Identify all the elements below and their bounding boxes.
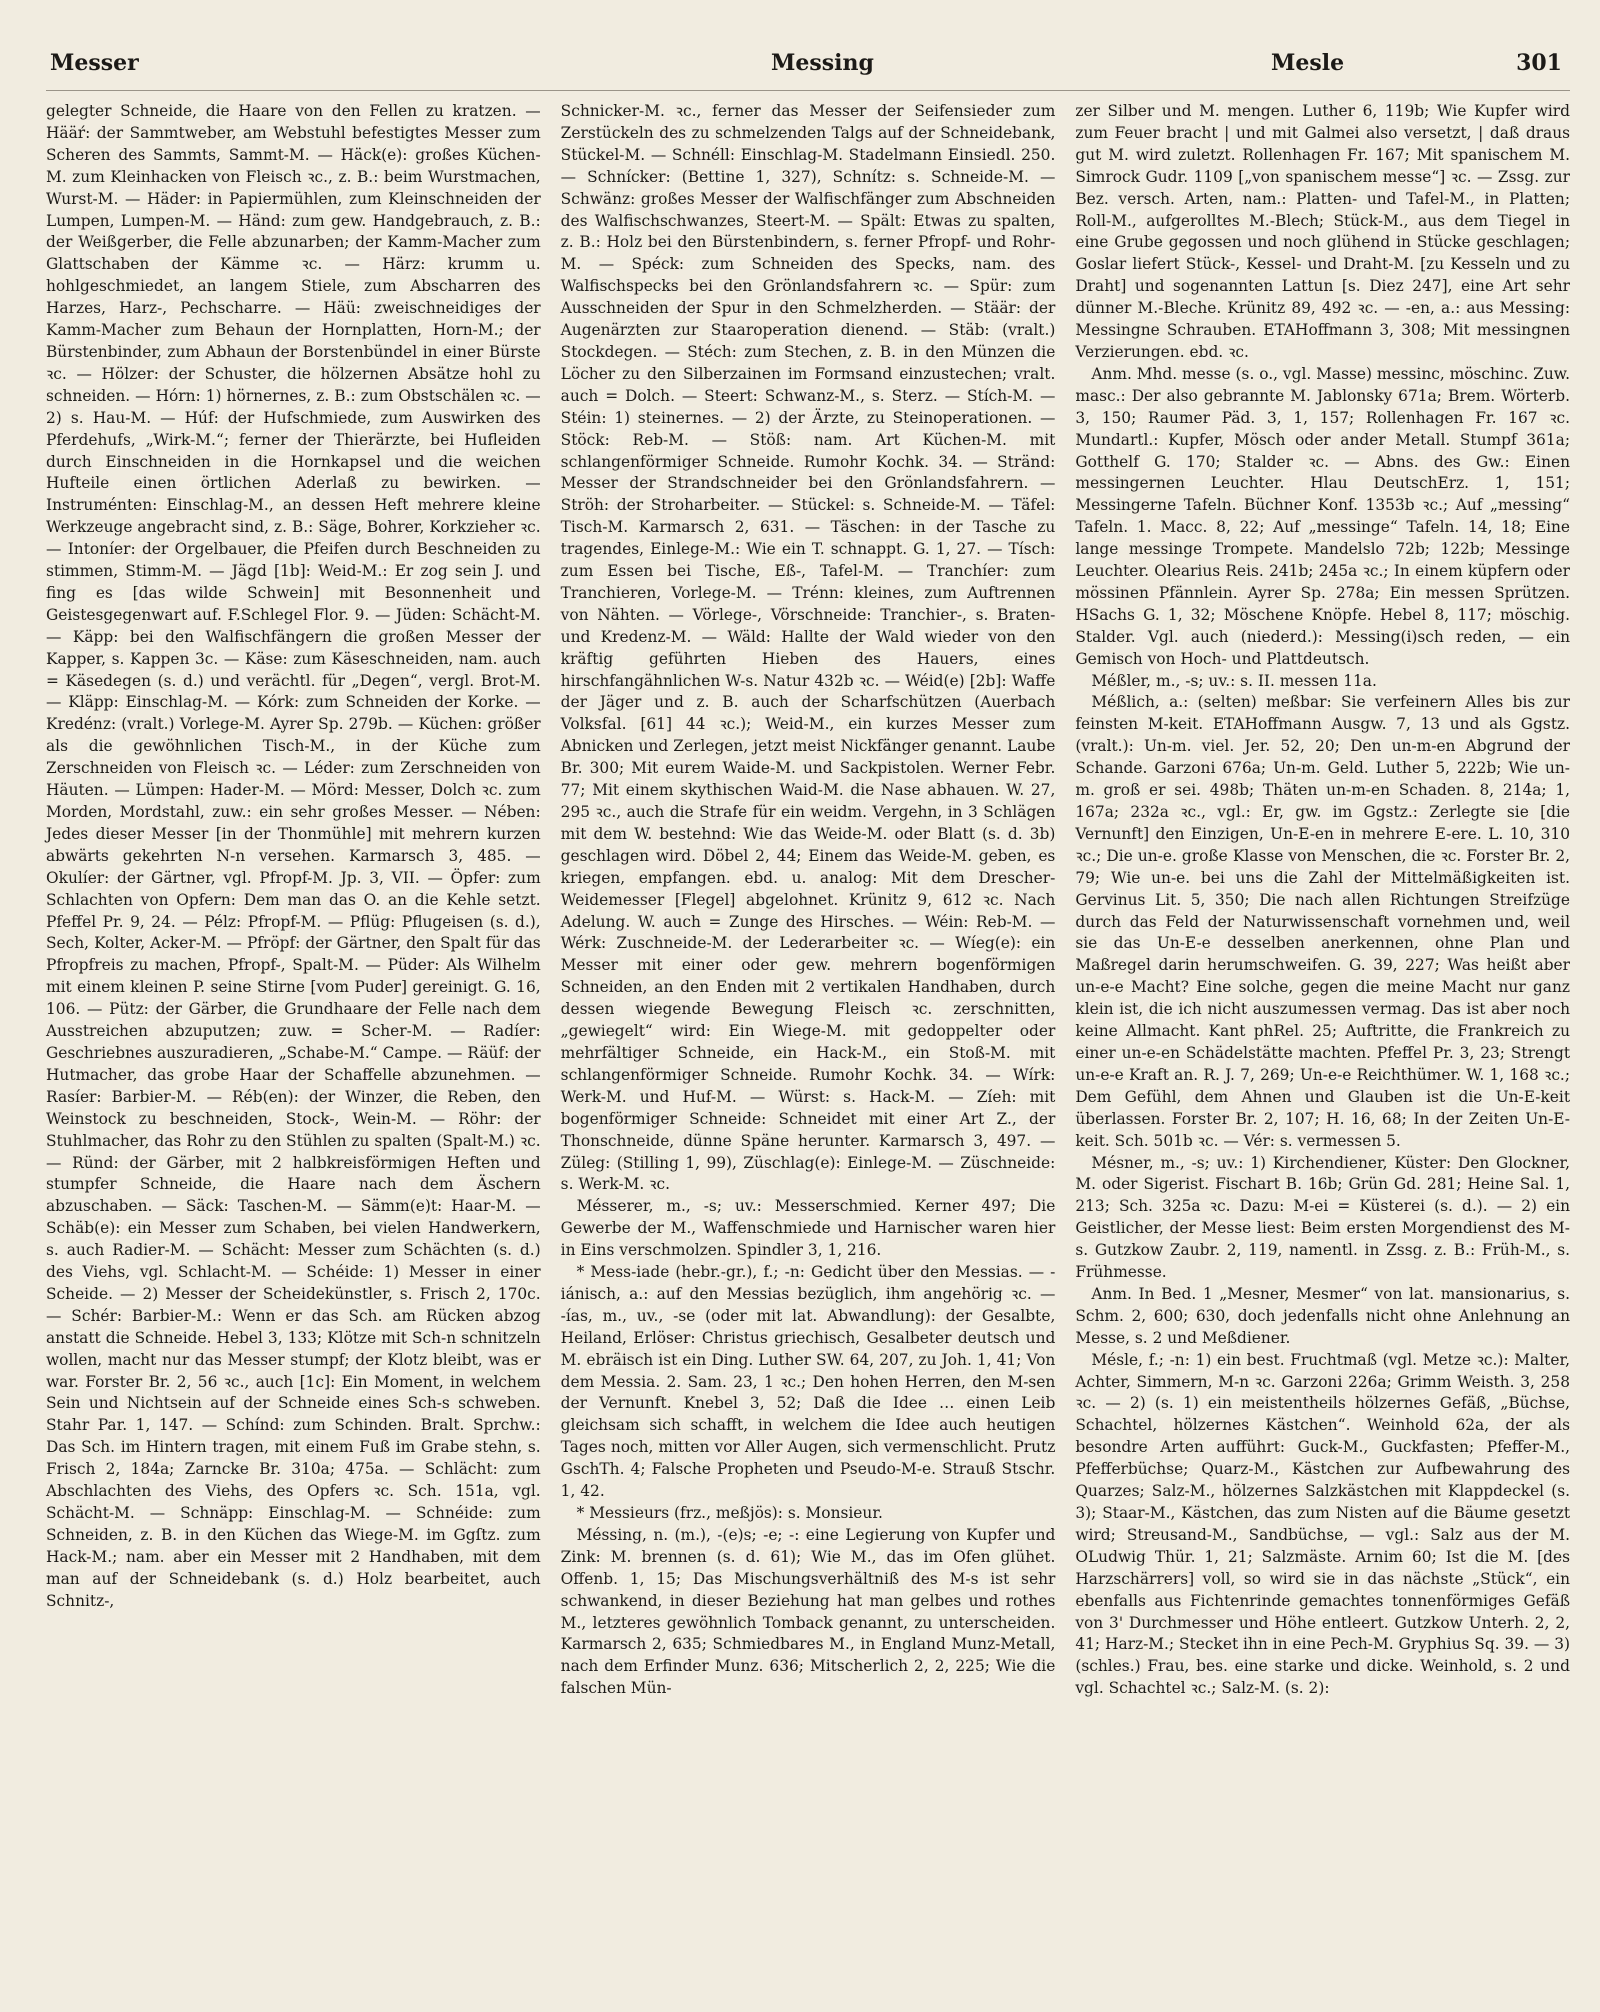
entry-text: zer Silber und M. mengen. Luther 6, 119b; Wie Kupfer wird zum Feuer bracht | und mit Galmei also versetzt, | daß draus gut M. wird zuletzt. Rollenhagen Fr. 167; Mit spanischem M. Simrock Gudr. 1109 [„von spanischem messe“] ꝛc. — Zssg. zur Bez. versch. Arten, nam.: Platten- und Tafel-M., in Platten; Roll-M., aufgerolltes M.-Blech; Stück-M., aus dem Tiegel in eine Grube gegossen und noch glühend in Stücke geschlagen; Goslar liefert Stück-, Kessel- und Draht-M. [zu Kesseln und zu Draht] und sogenannten Lattun [s. Diez 247], eine Art sehr dünner M.-Bleche. Krünitz 89, 492 ꝛc. — -en, a.: aus Messing: Messingne Schrauben. ETAHoffmann 3, 308; Mit messingnen Verzierungen. ebd. ꝛc. xyxy=(1075,102,1571,361)
entry-messlich: Méßlich, a.: (selten) meßbar: Sie verfeinern Alles bis zur feinsten M-keit. ETAHoffmann Ausgw. 7, 13 und als Ggstz. (vralt.): Un-m. viel. Jer. 52, 20; Den un-m-en Abgrund der Schande. Garzoni 676a; Un-m. Geld. Luther 5, 222b; Wie un-m. groß er sei. 498b; Thäten un-m-en Schaden. 8, 214a; 1, 167a; 232a ꝛc., vgl.: Er, gw. im Ggstz.: Zerlegte sie [die Vernunft] den Einzigen, Un-E-en in mehrere E-ere. L. 10, 310 ꝛc.; Die un-e. große Klasse von Menschen, die ꝛc. Forster Br. 2, 79; Wie un-e. bei uns die Zahl der Mittelmäßigkeiten ist. Gervinus Lit. 5, 350; Die nach allen Richtungen Streifzüge durch das Feld der Naturwissenschaft vornehmen und, weil sie das Un-E-e desselben anerkennen, ohne Plan und Maßregel darin herumschweifen. G. 39, 227; Was heißt aber un-e-e Macht? Eine solche, gegen die meine Macht nur ganz klein ist, die ich nicht auszumessen vermag. Das ist aber noch keine Allmacht. Kant phRel. 25; Auftritte, die Frankreich zu einer un-e-en Schädelstätte machten. Pfeffel Pr. 3, 23; Strengt un-e-e Kraft an. R. J. 7, 269; Un-e-e Reichthümer. W. 1, 168 ꝛc.; Dem Gefühl, dem Ahnen und Glauben ist die Un-E-keit überlassen. Forster Br. 2, 107; H. 16, 68; In der Zeiten Un-E-keit. Sch. 501b ꝛc. — Vér: s. vermessen 5. xyxy=(1075,693,1571,1150)
note-mesner: Anm. In Bed. 1 „Mesner, Mesmer“ von lat. mansionarius, s. Schm. 2, 600; 630, doch jedenfalls nicht ohne Anlehnung an Messe, s. 2 und Meßdiener. xyxy=(1075,1284,1571,1347)
entry-messieurs: * Messieurs (frz., meßjös): s. Monsieur. xyxy=(576,1504,883,1522)
column-1 xyxy=(46,101,541,1700)
note-messing: Anm. Mhd. messe (s. o., vgl. Masse) messinc, möschinc. Zuw. masc.: Der also gebrannte M. Jablonsky 671a; Brem. Wörterb. 3, 150; Raumer Päd. 3, 1, 157; Rollenhagen Fr. 167 ꝛc. Mundartl.: Kupfer, Mösch oder ander Metall. Stumpf 361a; Gotthelf G. 170; Stalder ꝛc. — Abns. des Gw.: Einen messingernen Leuchter. Hlau DeutschErz. 1, 151; Messingerne Tafeln. Büchner Konf. 1353b ꝛc.; Auf „messing“ Tafeln. 1. Macc. 8, 22; Auf „messinge“ Tafeln. 14, 18; Eine lange messinge Trompete. Mandelslo 72b; 122b; Messinge Leuchter. Olearius Reis. 241b; 245a ꝛc.; In einem küpfern oder mössinen Pfännlein. Ayrer Sp. 278a; Ein messen Sprützen. HSachs G. 1, 32; Möschene Knöpfe. Hebel 8, 117; möschig. Stalder. Vgl. auch (niederd.): Messing(i)sch reden, — ein Gemisch von Hoch- und Plattdeutsch. xyxy=(1075,364,1571,668)
page-number: 301 xyxy=(1516,50,1562,76)
entry-mesle: Mésle, f.; -n: 1) ein best. Fruchtmaß (vgl. Metze ꝛc.): Malter, Achter, Simmern, M-n ꝛc. Garzoni 226a; Grimm Weisth. 3, 258 ꝛc. — 2) (s. 1) ein meistentheils hölzernes Gefäß, „Büchse, Schachtel, hölzernes Kästchen“. Weinhold 62a, der als besondre Arten aufführt: Guck-M., Guckfasten; Pfeffer-M., Pfefferbüchse; Quarz-M., Kästchen zur Aufbewahrung des Quarzes; Salz-M., hölzernes Salzkästchen mit Klappdeckel (s. 3); Staar-M., Kästchen, das zum Nisten auf die Bäume gesetzt wird; Streusand-M., Sandbüchse, — vgl.: Salz aus der M. OLudwig Thür. 1, 21; Salzmäste. Arnim 60; Ist die M. [des Harzschärrers] voll, so wird sie in das nächste „Stück“, ein ebenfalls aus Fichtenrinde gemachtes tonnenförmiges Gefäß von 3' Durchmesser und Höhe entleert. Gutzkow Unterh. 2, 2, 41; Harz-M.; Stecket ihn in eine Pech-M. Gryphius Sq. 39. — 3) (schles.) Frau, bes. eine starke und dicke. Weinhold, s. 2 und vgl. Schachtel ꝛc.; Salz-M. (s. 2): xyxy=(1075,1350,1571,1698)
entry-messiade: * Mess-iade (hebr.-gr.), f.; -n: Gedicht über den Messias. — -iánisch, a.: auf den Messias bezüglich, ihm angehörig ꝛc. — -ías, m., uv., -se (oder mit lat. Abwandlung): der Gesalbte, Heiland, Erlöser: Christus griechisch, Gesalbeter deutsch und M. ebräisch ist ein Ding. Luther SW. 64, 207, zu Joh. 1, 41; Von dem Messia. 2. Sam. 23, 1 ꝛc.; Den hohen Herren, den M-sen der Vernunft. Knebel 3, 52; Daß die Idee … einen Leib gleichsam sich schafft, in welchem die Idee auch heutigen Tages noch, mitten vor Aller Augen, sich vermenschlicht. Prutz GschTh. 4; Falsche Propheten und Pseudo-M-e. Strauß Stschr. 1, 42. xyxy=(560,1263,1056,1501)
entry-text: Schnicker-M. ꝛc., ferner das Messer der Seifensieder zum Zerstückeln des zu schmelzenden Talgs auf der Schneidebank, Stückel-M. — Schnéll: Einschlag-M. Stadelmann Einsiedl. 250. — Schnícker: (Bettine 1, 327), Schnítz: s. Schneide-M. — Schwänz: großes Messer der Walfischfänger zum Abschneiden des Walfischschwanzes, Steert-M. — Spält: Etwas zu spalten, z. B.: Holz bei den Bürstenbindern, s. ferner Pfropf- und Rohr-M. — Spéck: zum Schneiden des Specks, nam. des Walfischspecks bei den Grönlandsfahrern ꝛc. — Spür: zum Ausschneiden der Spur in den Schmelzherden. — Stäär: der Augenärzten zur Staaroperation dienend. — Stäb: (vralt.) Stockdegen. — Stéch: zum Stechen, z. B. in den Münzen die Löcher zu den Silberzainen im Formsand einzustechen; vralt. auch = Dolch. — Steert: Schwanz-M., s. Sterz. — Stích-M. — Stéin: 1) steinernes. — 2) der Ärzte, zu Steinoperationen. — Stöck: Reb-M. — Stöß: nam. Art Küchen-M. mit schlangenförmiger Schneide. Rumohr Kochk. 34. — Stränd: Messer der Strandschneider bei den Grönlandsfahrern. — Ströh: der Stroharbeiter. — Stückel: s. Schneide-M. — Täfel: Tisch-M. Karmarsch 2, 631. — Täschen: in der Tasche zu tragendes, Einlege-M.: Wie ein T. schnappt. G. 1, 27. — Tísch: zum Essen bei Tische, Eß-, Tafel-M. — Tranchíer: zum Tranchieren, Vorlege-M. — Trénn: kleines, zum Auftrennen von Nähten. — Vörlege-, Vörschneide: Tranchier-, s. Braten- und Kredenz-M. — Wäld: Hallte der Wald wieder von den kräftig geführten Hieben des Hauers, eines hirschfangähnlichen W-s. Natur 432b ꝛc. — Wéid(e) [2b]: Waffe der Jäger und z. B. auch der Scharfschützen (Auerbach Volksfal. [61] 44 ꝛc.); Weid-M., ein kurzes Messer zum Abnicken und Zerlegen, jetzt meist Nickfänger genannt. Laube Br. 300; Mit eurem Waide-M. und Sackpistolen. Werner Febr. 77; Mit einem skythischen Waid-M. die Nase abhauen. W. 27, 295 ꝛc., auch die Strafe für ein weidm. Vergehn, in 3 Schlägen mit dem W. bestehnd: Wie das Weide-M. oder Blatt (s. d. 3b) geschlagen wird. Döbel 2, 44; Einem das Weide-M. geben, es kriegen, empfangen. ebd. u. analog: Mit dem Drescher-Weidemesser [Flegel] abgelohnet. Krünitz 9, 612 ꝛc. Nach Adelung. W. auch = Zunge des Hirsches. — Wéin: Reb-M. — Wérk: Zuschneide-M. der Lederarbeiter ꝛc. — Wíeg(e): ein Messer mit einer oder gew. mehrern bogenförmigen Schneiden, an den Enden mit 2 vertikalen Handhaben, durch dessen wiegende Bewegung Fleisch ꝛc. zerschnitten, „gewiegelt“ wird: Ein Wiege-M. mit gedoppelter oder mehrfältiger Schneide, ein Hack-M., ein Stoß-M. mit schlangenförmiger Schneide. Rumohr Kochk. 34. — Wírk: Werk-M. und Huf-M. — Würst: s. Hack-M. — Zíeh: mit bogenförmiger Schneide: Schneidet mit einer Art Z., der Thonschneide, dünne Späne herunter. Karmarsch 3, 497. — Züleg: (Stilling 1, 99), Züschlag(e): Einlege-M. — Züschneide: s. Werk-M. ꝛc. xyxy=(560,102,1056,1194)
entry-messing: Méssing, n. (m.), -(e)s; -e; -: eine Legierung von Kupfer und Zink: M. brennen (s. d. 61); Wie M., das im Ofen glühet. Offenb. 1, 15; Das Mischungsverhältniß des M-s ist sehr schwankend, in dieser Beziehung hat man gelbes und rothes M., letzteres gewöhnlich Tomback genannt, zu unterscheiden. Karmarsch 2, 635; Schmiedbares M., in England Munz-Metall, nach dem Erfinder Munz. 636; Mitscherlich 2, 2, 225; Wie die falschen Mün- xyxy=(560,1525,1056,1698)
column-2 xyxy=(561,101,1056,1700)
entry-text: gelegter Schneide, die Haare von den Fellen zu kratzen. — Hääŕ: der Sammtweber, am Webstuhl befestigtes Messer zum Scheren des Sammts, Sammt-M. — Häck(e): großes Küchen-M. zum Kleinhacken von Fleisch ꝛc., z. B.: beim Wurstmachen, Wurst-M. — Häder: in Papiermühlen, zum Kleinschneiden der Lumpen, Lumpen-M. — Händ: zum gew. Handgebrauch, z. B.: der Weißgerber, die Felle abzunarben; der Kamm-Macher zum Glattschaben der Kämme ꝛc. — Härz: krumm u. hohlgeschmiedet, an langem Stiele, zum Abscharren des Harzes, Harz-, Pechscharre. — Häü: zweischneidiges der Kamm-Macher zum Behaun der Hornplatten, Horn-M.; der Bürstenbinder, zum Abhaun der Borstenbündel in einer Bürste ꝛc. — Hölzer: der Schuster, die hölzernen Absätze hohl zu schneiden. — Hórn: 1) hörnernes, z. B.: zum Obstschälen ꝛc. — 2) s. Hau-M. — Húf: der Hufschmiede, zum Auswirken des Pferdehufs, „Wirk-M.“; ferner der Thierärzte, bei Hufleiden durch Einschneiden in die Hornkapsel und die weichen Hufteile einen örtlichen Aderlaß zu bewirken. — Instruménten: Einschlag-M., an dessen Heft mehrere kleine Werkzeuge angebracht sind, z. B.: Säge, Bohrer, Korkzieher ꝛc. — Intoníer: der Orgelbauer, die Pfeifen durch Beschneiden zu stimmen, Stimm-M. — Jägd [1b]: Weid-M.: Er zog sein J. und fing es [das wilde Schwein] mit Besonnenheit und Geistesgegenwart auf. F.Schlegel Flor. 9. — Jüden: Schächt-M. — Käpp: bei den Walfischfängern die großen Messer der Kapper, s. Kappen 3c. — Käse: zum Käseschneiden, nam. auch = Käsedegen (s. d.) und verächtl. für „Degen“, vergl. Brot-M. — Kläpp: Einschlag-M. — Kórk: zum Schneiden der Korke. — Kredénz: (vralt.) Vorlege-M. Ayrer Sp. 279b. — Küchen: größer als die gewöhnlichen Tisch-M., in der Küche zum Zerschneiden von Fleisch ꝛc. — Léder: zum Zerschneiden von Häuten. — Lümpen: Hader-M. — Mörd: Messer, Dolch ꝛc. zum Morden, Mordstahl, zuw.: ein sehr großes Messer. — Nében: Jedes dieser Messer [in der Thonmühle] mit mehrern kurzen abwärts gekehrten N-n versehen. Karmarsch 3, 485. — Okulíer: der Gärtner, vgl. Pfropf-M. Jp. 3, VII. — Öpfer: zum Schlachten von Opfern: Dem man das O. an die Kehle setzt. Pfeffel Pr. 9, 24. — Pélz: Pfropf-M. — Pflüg: Pflugeisen (s. d.), Sech, Kolter, Acker-M. — Pfröpf: der Gärtner, den Spalt für das Pfropfreis zu machen, Pfropf-, Spalt-M. — Püder: Als Wilhelm mit einem kleinen P. seine Stirne [vom Puder] gereinigt. G. 16, 106. — Pütz: der Gärber, die Grundhaare der Felle nach dem Ausstreichen abzuputzen; zuw. = Scher-M. — Radíer: Geschriebnes auszuradieren, „Schabe-M.“ Campe. — Räüf: der Hutmacher, das grobe Haar der Schaffelle abzunehmen. — Rasíer: Barbier-M. — Réb(en): der Winzer, die Reben, den Weinstock zu beschneiden, Stock-, Wein-M. — Röhr: der Stuhlmacher, das Rohr zu den Stühlen zu spalten (Spalt-M.) ꝛc. — Ründ: der Gärber, mit 2 halbkreisförmigen Heften und stumpfer Schneide, die Haare nach dem Äschern abzuschaben. — Säck: Taschen-M. — Sämm(e)t: Haar-M. — Schäb(e): ein Messer zum Schaben, bei vielen Handwerkern, s. auch Radier-M. — Schächt: Messer zum Schächten (s. d.) des Viehs, vgl. Schlacht-M. — Schéide: 1) Messer in einer Scheide. — 2) Messer der Scheidekünstler, s. Frisch 2, 170c. — Schér: Barbier-M.: Wenn er das Sch. am Rücken abzog anstatt die Schneide. Hebel 3, 133; Klötze mit Sch-n schnitzeln wollen, macht nur das Messer stumpf; der Klotz bleibt, was er war. Forster Br. 2, 56 ꝛc., auch [1c]: Ein Moment, in welchem Sein und Nichtsein auf der Schneide eines Sch-s schweben. Stahr Par. 1, 147. — Schínd: zum Schinden. Bralt. Sprchw.: Das Sch. im Hintern tragen, mit einem Fuß im Grabe stehn, s. Frisch 2, 184a; Zarncke Br. 310a; 475a. — Schlächt: zum Abschlachten des Viehs, des Opfers ꝛc. Sch. 151a, vgl. Schächt-M. — Schnäpp: Einschlag-M. — Schnéide: zum Schneiden, z. B. in den Küchen das Wiege-M. im Ggſtz. zum Hack-M.; nam. aber ein Messer mit 2 Handhaben, mit dem man auf der Schneidebank (s. d.) Holz bearbeitet, auch Schnitz-, xyxy=(46,102,541,1610)
header-right-catchword: Mesle xyxy=(1271,50,1345,76)
header-left-catchword: Messer xyxy=(50,50,139,76)
entry-mesner: Mésner, m., -s; uv.: 1) Kirchendiener, Küster: Den Glockner, M. oder Sigerist. Fischart B. 16b; Grün Gd. 281; Heine Sal. 1, 213; Sch. 325a ꝛc. Dazu: M-ei = Küsterei (s. d.). — 2) ein Geistlicher, der Messe liest: Beim ersten Morgendienst des M-s. Gutzkow Zaubr. 2, 119, namentl. in Zssg. z. B.: Früh-M., s. Frühmesse. xyxy=(1075,1153,1571,1282)
header-center-catchword: Messing xyxy=(771,50,874,76)
entry-messler: Méßler, m., -s; uv.: s. II. messen 11a. xyxy=(1091,671,1377,690)
entry-messerer: Mésserer, m., -s; uv.: Messerschmied. Kerner 497; Die Gewerbe der M., Waffenschmiede und Harnischer waren hier in Eins verschmolzen. Spindler 3, 1, 216. xyxy=(560,1197,1056,1260)
column-3 xyxy=(1075,101,1570,1700)
running-header xyxy=(46,46,1570,91)
